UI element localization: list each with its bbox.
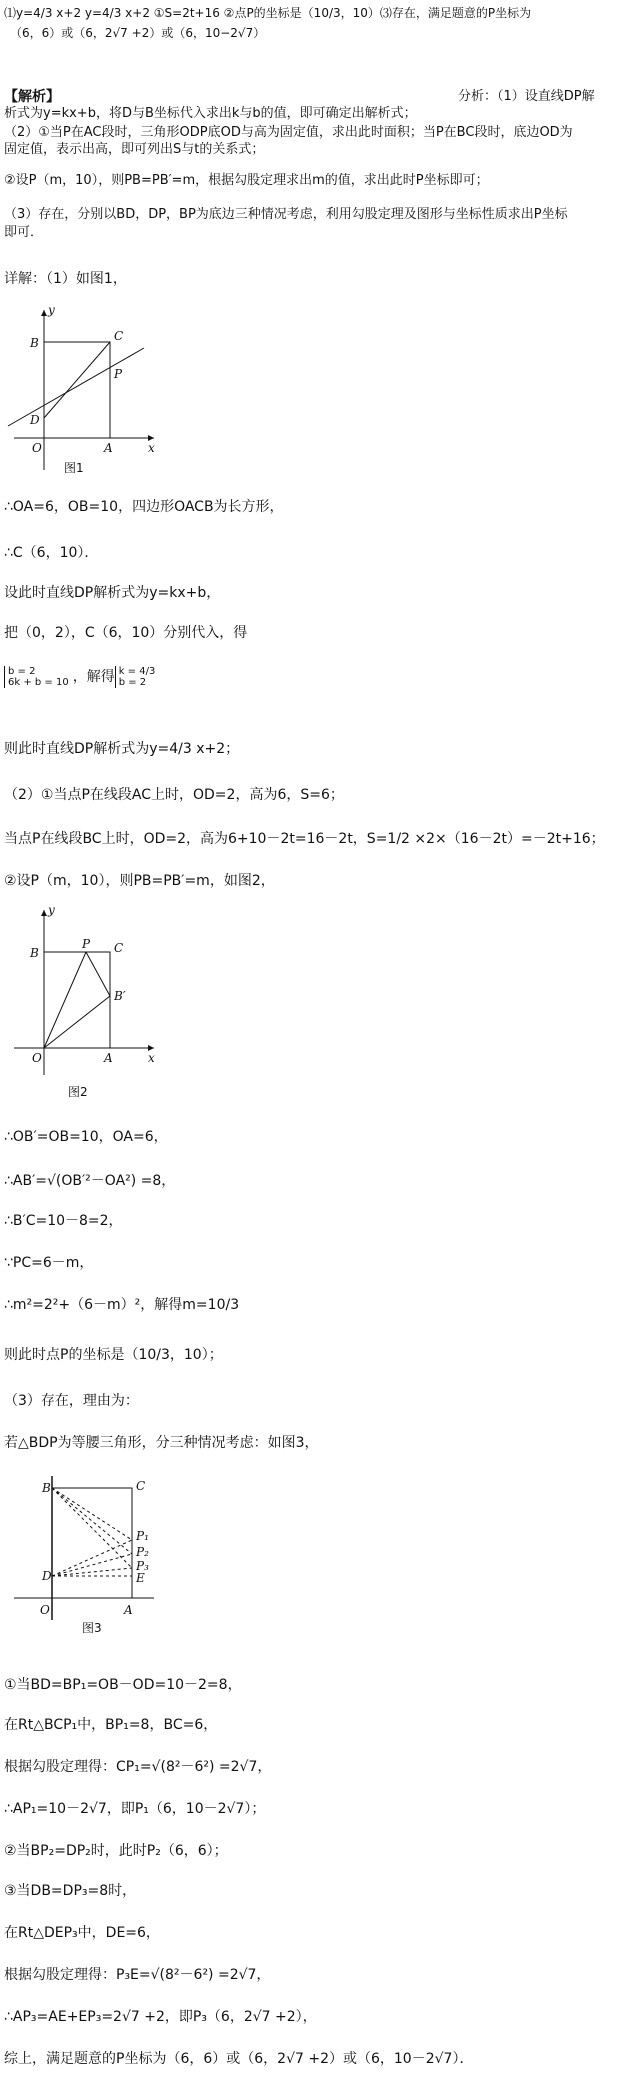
step-7: （2）①当点P在线段AC上时，OD=2，高为6，S=6； (4, 787, 344, 803)
fig2-caption: 图2 (68, 1085, 88, 1099)
analysis-p4a: （3）存在，分别以BD，DP，BP为底边三种情况考虑，利用勾股定理及图形与坐标性质求出P坐标 (4, 207, 568, 222)
fig2-x-label: x (148, 1051, 155, 1065)
step-9: ②设P（m，10），则PB=PB′=m，如图2， (4, 873, 275, 889)
fig2-C-label: C (114, 941, 124, 955)
step-1: ∴OA=6，OB=10，四边形OACB为长方形， (4, 499, 284, 515)
system-solution: k = 4/3 b = 2 (115, 666, 156, 688)
system-given: b = 2 6k + b = 10 (4, 666, 69, 688)
step-24: 在Rt△DEP₃中，DE=6， (4, 1925, 160, 1941)
step-3: 设此时直线DP解析式为y=kx+b， (4, 585, 221, 601)
fig3-P2-label: P₂ (136, 1545, 149, 1559)
fig1-D-label: D (30, 413, 40, 427)
fig1-y-label: y (48, 303, 55, 317)
fig1-B-label: B (30, 336, 39, 350)
step-22: ②当BP₂=DP₂时，此时P₂（6，6）； (4, 1843, 228, 1859)
fig2-y-label: y (48, 903, 55, 917)
fig1-caption: 图1 (64, 461, 84, 475)
step-23: ③当DB=DP₃=8时， (4, 1883, 137, 1899)
analysis-tag: 【解析】 (4, 89, 60, 105)
fig1-O-label: O (32, 441, 42, 455)
analysis-p1: 析式为y=kx+b，将D与B坐标代入求出k与b的值，即可确定出解析式； (4, 106, 417, 121)
fig1-P-label: P (114, 367, 123, 381)
fig2-Bprime-label: B′ (114, 989, 126, 1003)
step-6: 则此时直线DP解析式为y=4/3 x+2； (4, 741, 240, 757)
step-26: ∴AP₃=AE+EP₃=2√7 +2，即P₃（6，2√7 +2）， (4, 2009, 317, 2025)
fig3-P1-label: P₁ (136, 1529, 149, 1543)
step-2: ∴C（6，10）． (4, 545, 99, 561)
fig2-A-label: A (104, 1051, 113, 1065)
step-15: 则此时点P的坐标是（10/3，10）； (4, 1347, 223, 1363)
fig3-C-label: C (136, 1479, 146, 1493)
figure-1 (4, 300, 164, 480)
fig3-A-label: A (124, 1603, 133, 1617)
fig2-P-label: P (82, 937, 91, 951)
fig3-E-label: E (136, 1571, 145, 1585)
step-11: ∴AB′=√(OB′²－OA²) =8， (4, 1173, 176, 1189)
step-14: ∴m²=2²+（6－m）²，解得m=10/3 (4, 1297, 240, 1313)
fig1-x-label: x (148, 441, 155, 455)
equation-system (4, 666, 159, 688)
step-16: （3）存在，理由为： (4, 1393, 139, 1409)
step-12: ∴B′C=10－8=2， (4, 1213, 123, 1229)
step-18: ①当BD=BP₁=OB－OD=10－2=8， (4, 1677, 242, 1693)
analysis-p3: ②设P（m，10），则PB=PB′=m，根据勾股定理求出m的值，求出此时P坐标即可； (4, 173, 489, 188)
system-solve-text: ，解得 (72, 669, 115, 685)
answer-line-2: （6，6）或（6，2√7 +2）或（6，10−2√7） (10, 26, 266, 40)
step-20: 根据勾股定理得：CP₁=√(8²－6²) =2√7， (4, 1759, 272, 1775)
analysis-p2b: 固定值，表示出高，即可列出S与t的关系式； (4, 142, 265, 157)
fig3-B-label: B (42, 1481, 51, 1495)
step-19: 在Rt△BCP₁中，BP₁=8，BC=6， (4, 1717, 218, 1733)
fig2-B-label: B (30, 946, 39, 960)
fig1-A-label: A (104, 441, 113, 455)
fig3-P3-label: P₃ (136, 1559, 149, 1573)
figure-2 (4, 900, 164, 1100)
step-17: 若△BDP为等腰三角形，分三种情况考虑：如图3， (4, 1435, 319, 1451)
fig1-C-label: C (114, 329, 124, 343)
fig3-O-label: O (40, 1603, 50, 1617)
step-8: 当点P在线段BC上时，OD=2，高为6+10－2t=16－2t，S=1/2 ×2×（16－2t）=－2t+16； (4, 831, 605, 847)
step-21: ∴AP₁=10－2√7，即P₁（6，10－2√7）； (4, 1801, 266, 1817)
step-25: 根据勾股定理得：P₃E=√(8²－6²) =2√7， (4, 1967, 271, 1983)
answer-line-1: ⑴y=4/3 x+2 y=4/3 x+2 ①S=2t+16 ②点P的坐标是（10/3，10）⑶存在，满足题意的P坐标为 (4, 6, 532, 20)
step-13: ∵PC=6－m， (4, 1255, 94, 1271)
fig3-caption: 图3 (82, 1621, 102, 1635)
analysis-p2a: （2）①当P在AC段时，三角形ODP底OD与高为固定值，求出此时面积；当P在BC段时，底边OD为 (4, 125, 573, 140)
analysis-label: 分析：（1）设直线DP解 (458, 89, 595, 104)
detail-heading: 详解：（1）如图1， (4, 271, 127, 287)
step-10: ∴OB′=OB=10，OA=6， (4, 1129, 168, 1145)
fig3-D-label: D (42, 1569, 52, 1583)
conclusion: 综上，满足题意的P坐标为（6，6）或（6，2√7 +2）或（6，10－2√7）． (4, 2051, 474, 2067)
step-4: 把（0，2），C（6，10）分别代入，得 (4, 625, 248, 641)
analysis-p4b: 即可． (4, 225, 44, 240)
figure-3 (4, 1468, 174, 1638)
fig2-O-label: O (32, 1051, 42, 1065)
